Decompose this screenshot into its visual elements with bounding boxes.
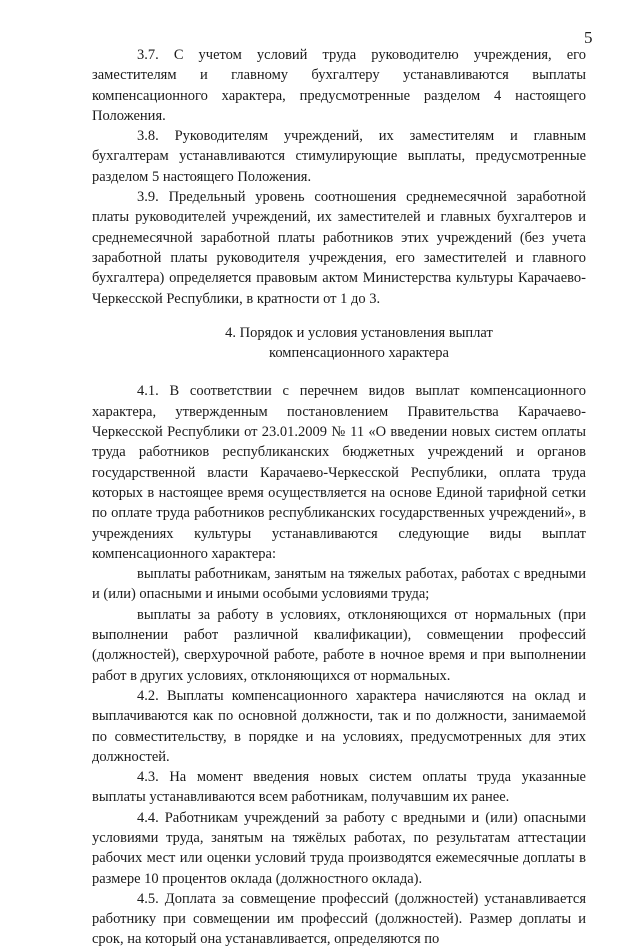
paragraph-3-7: 3.7. С учетом условий труда руководителю учреждения, его заместителям и главному бухгалтеру устанавливаются выплаты компенсационного характера, предусмотренные разделом 4 настоящего Положения. <box>92 47 586 124</box>
paragraph-4-5: 4.5. Доплата за совмещение профессий (должностей) устанавливается работнику при совмещении им профессий (должностей). Размер доплаты и срок, на который она устанавливается, определяются по <box>92 890 586 948</box>
paragraph-4-4: 4.4. Работникам учреждений за работу с вредными и (или) опасными условиями труда, занятым на тяжёлых работах, по результатам аттестации рабочих мест или оценки условий труда производятся ежемесячные доплаты в размере 10 процентов оклада (должностного оклада). <box>92 809 586 887</box>
list-item-abnormal-conditions: выплаты за работу в условиях, отклоняющихся от нормальных (при выполнении работ различной квалификации), совмещении профессий (должностей), сверхурочной работе, работе в ночное время и при выполнении работ в других условиях, отклоняющихся от нормальных. <box>92 606 586 684</box>
section-heading-line-2: компенсационного характера <box>269 345 449 362</box>
section-4-heading <box>92 323 586 364</box>
section-heading-line-1: 4. Порядок и условия установления выплат <box>225 324 493 341</box>
paragraph-3-9: 3.9. Предельный уровень соотношения среднемесячной заработной платы руководителей учреждений, их заместителей и главных бухгалтеров и среднемесячной заработной платы работников этих учреждений (без учета заработной платы руководителя учреждения, его заместителей и главного бухгалтера) определяется правовым актом Министерства культуры Карачаево-Черкесской Республики, в кратности от 1 до 3. <box>92 189 586 307</box>
paragraph-3-8: 3.8. Руководителям учреждений, их заместителям и главным бухгалтерам устанавливаются стимулирующие выплаты, предусмотренные разделом 5 настоящего Положения. <box>92 128 586 185</box>
document-body <box>92 45 586 950</box>
list-item-hard-work: выплаты работникам, занятым на тяжелых работах, работах с вредными и (или) опасными и иными особыми условиями труда; <box>92 566 586 603</box>
paragraph-4-1: 4.1. В соответствии с перечнем видов выплат компенсационного характера, утвержденным постановлением Правительства Карачаево-Черкесской Республики от 23.01.2009 № 11 «О введении новых систем оплаты труда работников республиканских бюджетных учреждений и органов государственной власти Карачаево-Черкесской Республики, оплата труда которых в настоящее время осуществляется на основе Единой тарифной сетки по оплате труда работников республиканских государственных учреждений», в учреждениях культуры устанавливаются следующие виды выплат компенсационного характера: <box>92 383 586 562</box>
page-number: 5 <box>584 28 593 47</box>
paragraph-4-2: 4.2. Выплаты компенсационного характера начисляются на оклад и выплачиваются как по основной должности, так и по должности, занимаемой по совместительству, в порядке и на условиях, предусмотренных для этих должностей. <box>92 687 586 765</box>
paragraph-4-3: 4.3. На момент введения новых систем оплаты труда указанные выплаты устанавливаются всем работникам, получавшим их ранее. <box>92 769 586 806</box>
